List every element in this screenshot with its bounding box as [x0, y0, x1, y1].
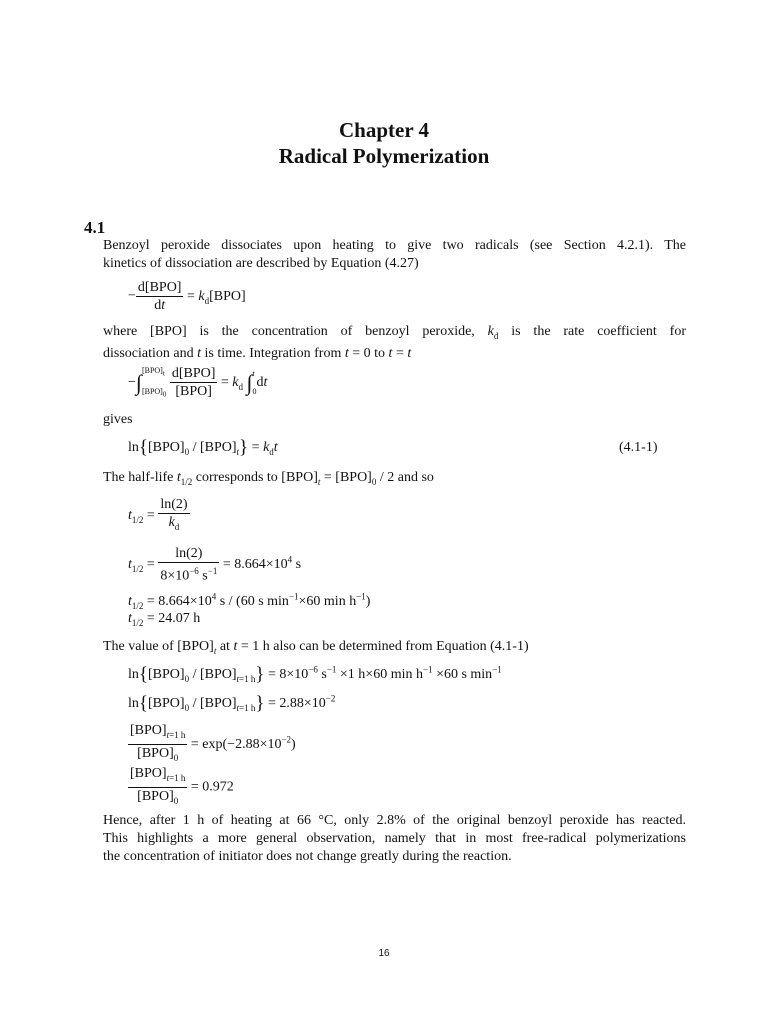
equation-number: (4.1-1) [619, 440, 658, 455]
equation-ln-calc: $\ln\{[BPO]_0 / [BPO]_{t=1 h}\} = 8\times 10^{-6}$ $s^{-1} \times 1$ h×60 $\min h^{-1} \times 60$ s $\min^{-1}$ [128, 664, 502, 685]
equation-halflife-result: $t_{1/2} = 24.07$ h [128, 611, 201, 628]
equation-ln-result: $\ln\{[BPO]_0 / [BPO]_{t=1 h}\} = 2.88\times 10^{-2}$ [128, 693, 336, 714]
equation-4-1-1: $\ln\{[BPO]_0 / [BPO]_t\} = k_dt$ [128, 437, 278, 458]
equation-ratio-value: $\frac{[BPO]_{t=1 h}}{[BPO]_0}$ = 0.972 [130, 766, 234, 806]
intro-line-1: Benzoyl peroxide dissociates upon heating to give two radicals (see Section 4.2.1). The [103, 238, 686, 253]
chapter-number: Chapter 4 [338, 118, 430, 142]
chapter-title: Radical Polymerization [278, 144, 490, 168]
intro-paragraph [103, 237, 686, 273]
equation-ratio-exp: $\frac{[BPO]_{t=1 h}}{[BPO]_0}$ = $\exp(-2.88\times 10^{-2})$ [130, 723, 296, 763]
halflife-sentence: The half-life $t_{1/2}$ corresponds to $[BPO]_t = [BPO]_0 / 2$ and so [103, 470, 434, 487]
where-paragraph: where [BPO] is the concentration of benzoyl peroxide, $k_d$ is the rate coefficient for dissociation and t is time. Integration from t = 0 to t = t [103, 324, 686, 361]
equation-halflife-value: $t_{1/2}$ = $\frac{\ln(2)}{8\times 10^{-6} s^{-1}}$ = $8.664\times 10^4$ s [128, 546, 302, 584]
value-sentence: The value of $[BPO]_t$ at t = 1 h also can be determined from Equation (4.1-1) [103, 639, 529, 656]
equation-halflife-convert: $t_{1/2} = 8.664\times 10^4$ s / (60 s $\min^{-1}\times 60$ $\min h^{-1}$) [128, 591, 371, 611]
conclusion-line-3: the concentration of initiator does not change greatly during the reaction. [103, 849, 512, 864]
conclusion-line-2: This highlights a more general observation, namely that in most free-radical polymerizations [103, 831, 686, 846]
conclusion-line-1: Hence, after 1 h of heating at 66 °C, only 2.8% of the original benzoyl peroxide has reacted. [103, 813, 686, 828]
gives-text: gives [103, 412, 133, 427]
conclusion-paragraph [103, 812, 686, 866]
intro-line-2: kinetics of dissociation are described by Equation (4.27) [103, 256, 419, 271]
equation-halflife-def: $t_{1/2}$ = $\frac{\ln(2)}{k_d}$ [128, 497, 188, 532]
section-heading: 4.1 [84, 218, 106, 237]
equation-rate-law: − $\frac{\text{d[BPO]}}{dt}$ = $k_d[BPO]$ [128, 280, 246, 313]
page-number: 16 [378, 948, 390, 959]
equation-integral: −∫ $[BPO]_t$ $[BPO]_0$ $\frac{\text{d[BPO]}}{\text{[BPO]}}$ = $k_d$ ∫ t 0 dt [128, 366, 268, 400]
